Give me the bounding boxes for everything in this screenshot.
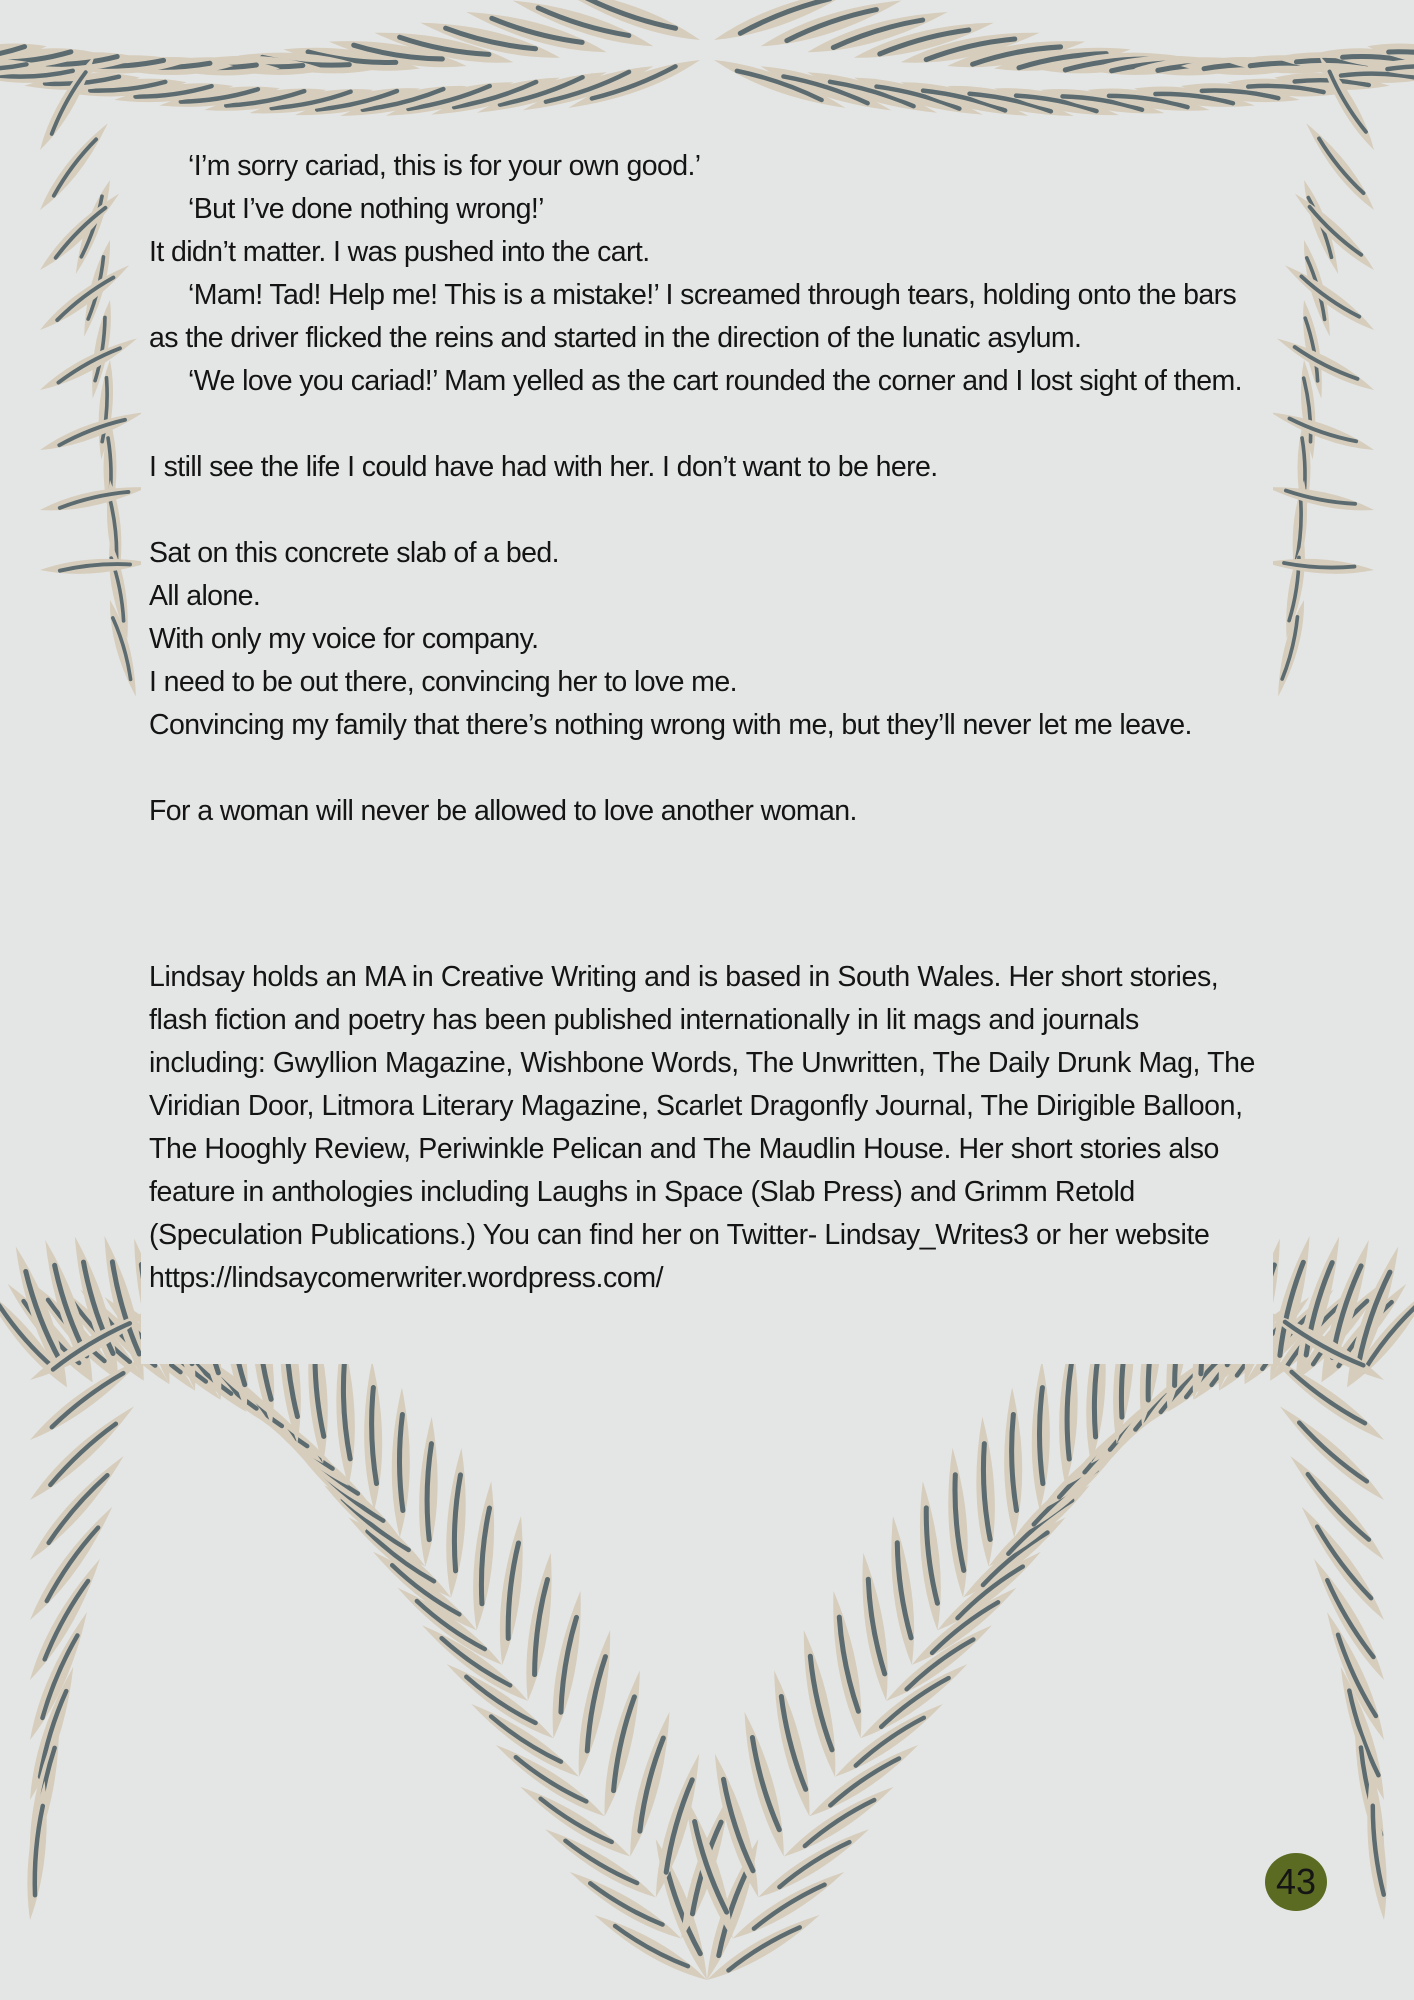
story-line: ‘I’m sorry cariad, this is for your own good.’ [188,150,701,182]
author-bio: Lindsay holds an MA in Creative Writing and is based in South Wales. Her short stories, flash fiction and poetry has been published internationally in lit mags and journals including: Gwyllion Magazine, Wishbone Words, The Unwritten, The Daily Drunk Mag, The Viridian Door, Litmora Literary Magazine, Scarlet Dragonfly Journal, The Dirigible Balloon, The Hooghly Review, Periwinkle Pelican and The Maudlin House. Her short stories also feature in anthologies including Laughs in Space (Slab Press) and Grimm Retold (Speculation Publications.) You can find her on Twitter- Lindsay_Writes3 or her website https://lindsaycomerwriter.wordpress.com/ [149,961,1255,1294]
story-line: All alone. [149,580,261,612]
story-line: I still see the life I could have had with her. I don’t want to be here. [149,451,938,483]
page-content [149,145,1259,1300]
story-closing-line: For a woman will never be allowed to love another woman. [149,795,857,827]
page-number: 43 [1275,1861,1317,1902]
story-line: Convincing my family that there’s nothing wrong with me, but they’ll never let me leave. [149,709,1192,741]
story-line: ‘Mam! Tad! Help me! This is a mistake!’ I screamed through tears, holding onto the bars as the driver flicked the reins and started in the direction of the lunatic asylum. [149,279,1237,354]
story-line: With only my voice for company. [149,623,539,655]
story-line: It didn’t matter. I was pushed into the cart. [149,236,650,268]
page-number-badge [1265,1853,1327,1911]
story-line: ‘But I’ve done nothing wrong!’ [188,193,544,225]
story-line: I need to be out there, convincing her to love me. [149,666,737,698]
story-line: Sat on this concrete slab of a bed. [149,537,559,569]
story-line: ‘We love you cariad!’ Mam yelled as the cart rounded the corner and I lost sight of them. [188,365,1242,397]
